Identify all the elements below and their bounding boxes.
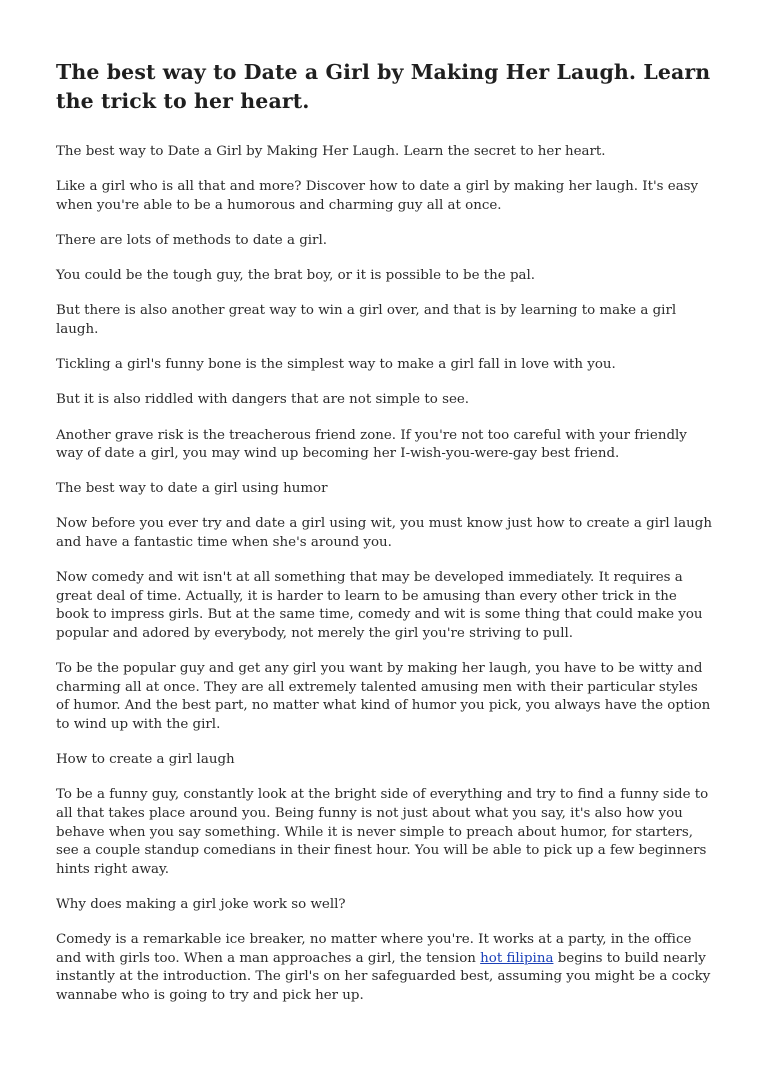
- section-heading-humor: The best way to date a girl using humor: [56, 481, 328, 497]
- paragraph: Now comedy and wit isn't at all something that may be developed immediately. It requires a great deal of time. Actually, it is harder to learn to be amusing than every other trick in the book to impress girls. But at the same time, comedy and wit is some thing that could make you popular and adored by everybody, not merely the girl you're striving to pull.: [56, 570, 703, 642]
- paragraph: To be a funny guy, constantly look at the bright side of everything and try to find a funny side to all that takes place around you. Being funny is not just about what you say, it's also how you behave when you say something. While it is never simple to preach about humor, for starters, see a couple standup comedians in their finest hour. You will be able to pick up a few beginners hints right away.: [56, 787, 709, 877]
- section-heading-laugh: How to create a girl laugh: [56, 752, 235, 768]
- paragraph: Like a girl who is all that and more? Discover how to date a girl by making her laugh. It's easy when you're able to be a humorous and charming guy all at once.: [56, 179, 699, 213]
- paragraph: There are lots of methods to date a girl.: [56, 232, 327, 248]
- document-title: The best way to Date a Girl by Making Her Laugh. Learn the trick to her heart.: [56, 60, 711, 113]
- paragraph-intro: The best way to Date a Girl by Making Her Laugh. Learn the secret to her heart.: [56, 144, 606, 159]
- paragraph: You could be the tough guy, the brat boy, or it is possible to be the pal.: [56, 268, 536, 284]
- paragraph: Now before you ever try and date a girl using wit, you must know just how to create a girl laugh and have a fantastic time when she's around you.: [56, 516, 712, 551]
- hot-filipina-link[interactable]: hot filipina: [480, 950, 554, 966]
- paragraph-text-before-link: Comedy is a remarkable ice breaker, no matter where you're. It works at a party, in the office and with girls too. When a man approaches a girl, the tension: [56, 932, 692, 966]
- paragraph: Another grave risk is the treacherous friend zone. If you're not too careful with your friendly way of date a girl, you may wind up becoming her I-wish-you-were-gay best friend.: [56, 427, 687, 462]
- paragraph: To be the popular guy and get any girl you want by making her laugh, you have to be witty and charming all at once. They are all extremely talented amusing men with their particular styles of humor. And the best part, no matter what kind of humor you pick, you always have the option to wind up with the girl.: [56, 661, 711, 732]
- section-heading-why: Why does making a girl joke work so well?: [56, 896, 346, 912]
- paragraph: But it is also riddled with dangers that are not simple to see.: [56, 392, 470, 408]
- paragraph: But there is also another great way to win a girl over, and that is by learning to make a girl laugh.: [56, 303, 677, 337]
- paragraph-text-after-link: begins to build nearly instantly at the introduction. The girl's on her safeguarded best, assuming you might be a cocky wannabe who is going to try and pick her up.: [56, 950, 711, 1003]
- paragraph: Tickling a girl's funny bone is the simplest way to make a girl fall in love with you.: [56, 357, 616, 373]
- paragraph-with-link: [56, 931, 712, 1005]
